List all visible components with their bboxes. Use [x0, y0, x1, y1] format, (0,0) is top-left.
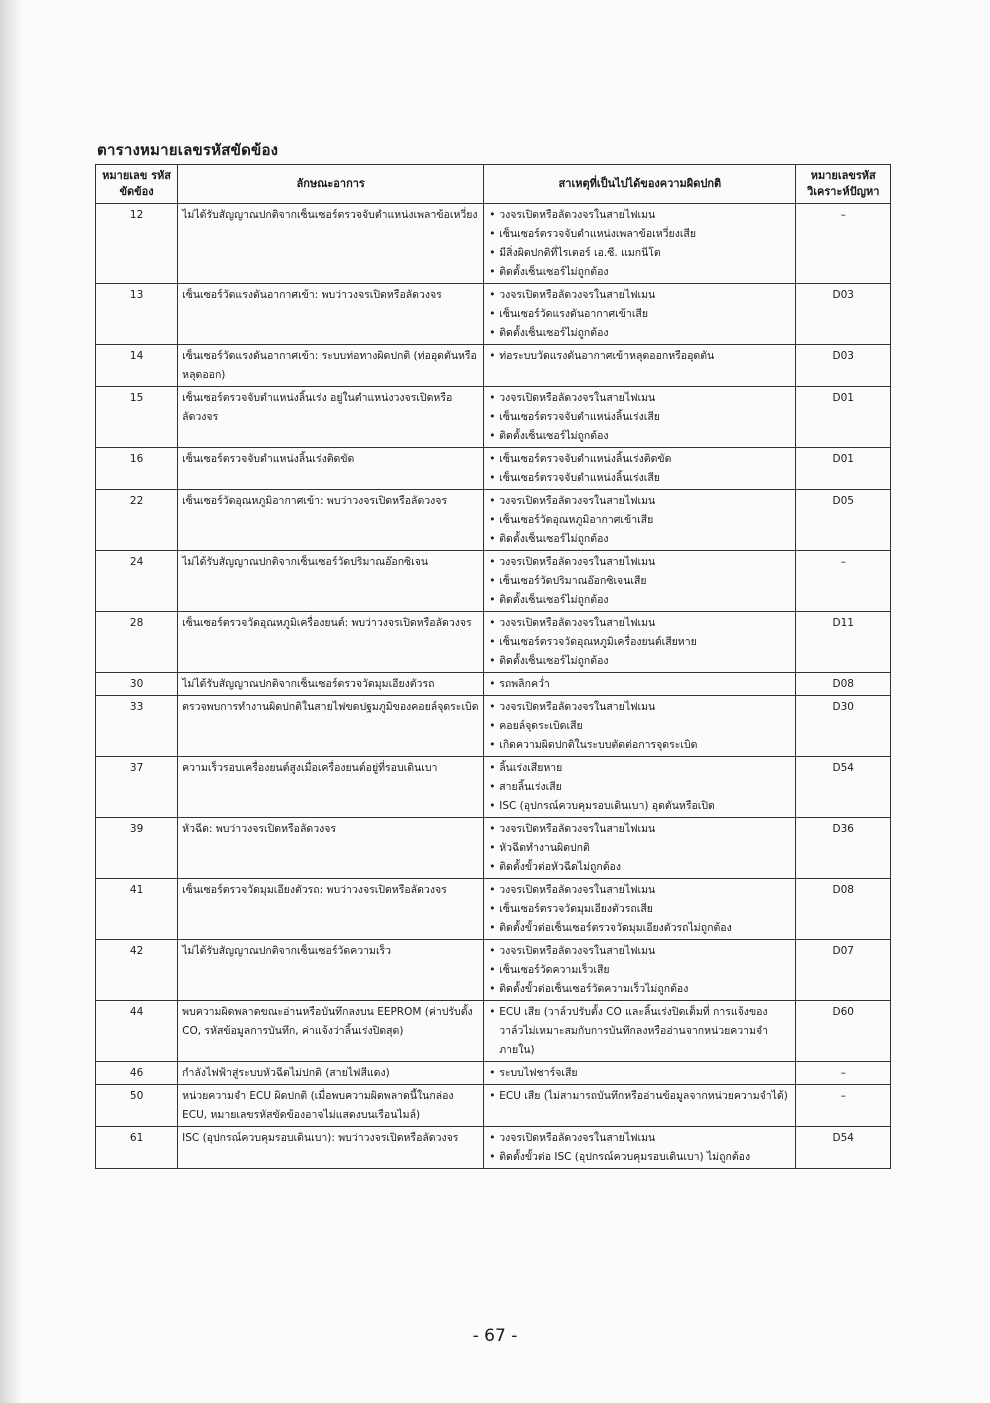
- diagnostic-code-cell: –: [796, 1062, 891, 1085]
- symptom-cell: เซ็นเซอร์ตรวจจับตำแหน่งลิ้นเร่งติดขัด: [178, 448, 484, 490]
- fault-code-cell: 46: [96, 1062, 178, 1085]
- cause-item: • ติดตั้งเซ็นเซอร์ไม่ถูกต้อง: [488, 263, 791, 282]
- table-row: [96, 204, 891, 284]
- cause-cell: [484, 204, 796, 284]
- cause-item: • หัวฉีดทำงานผิดปกติ: [488, 839, 791, 858]
- header-symptom: ลักษณะอาการ: [178, 165, 484, 204]
- table-body: [96, 204, 891, 1169]
- symptom-cell: เซ็นเซอร์ตรวจวัดอุณหภูมิเครื่องยนต์: พบว่าวงจรเปิดหรือลัดวงจร: [178, 612, 484, 673]
- table-row: [96, 757, 891, 818]
- cause-item: • เซ็นเซอร์ตรวจจับตำแหน่งลิ้นเร่งเสีย: [488, 408, 791, 427]
- table-row: [96, 551, 891, 612]
- symptom-cell: ISC (อุปกรณ์ควบคุมรอบเดินเบา): พบว่าวงจรเปิดหรือลัดวงจร: [178, 1127, 484, 1169]
- cause-item: • ติดตั้งขั้วต่อหัวฉีดไม่ถูกต้อง: [488, 858, 791, 877]
- fault-code-cell: 41: [96, 879, 178, 940]
- symptom-cell: ความเร็วรอบเครื่องยนต์สูงเมื่อเครื่องยนต์อยู่ที่รอบเดินเบา: [178, 757, 484, 818]
- diagnostic-code-cell: D03: [796, 284, 891, 345]
- diagnostic-code-cell: D54: [796, 1127, 891, 1169]
- fault-code-cell: 33: [96, 696, 178, 757]
- table-row: [96, 612, 891, 673]
- cause-list: [488, 450, 791, 488]
- header-code: หมายเลข รหัสขัดข้อง: [96, 165, 178, 204]
- fault-code-cell: 15: [96, 387, 178, 448]
- cause-cell: [484, 387, 796, 448]
- fault-code-cell: 16: [96, 448, 178, 490]
- diagnostic-code-cell: D01: [796, 448, 891, 490]
- cause-item: • เซ็นเซอร์ตรวจจับตำแหน่งเพลาข้อเหวี่ยงเสีย: [488, 225, 791, 244]
- cause-item: • ติดตั้งเซ็นเซอร์ไม่ถูกต้อง: [488, 591, 791, 610]
- cause-cell: [484, 1001, 796, 1062]
- cause-item: • วงจรเปิดหรือลัดวงจรในสายไฟเมน: [488, 614, 791, 633]
- table-row: [96, 345, 891, 387]
- symptom-cell: หัวฉีด: พบว่าวงจรเปิดหรือลัดวงจร: [178, 818, 484, 879]
- cause-item: • ติดตั้งเซ็นเซอร์ไม่ถูกต้อง: [488, 427, 791, 446]
- diagnostic-code-cell: D60: [796, 1001, 891, 1062]
- cause-list: [488, 553, 791, 610]
- cause-item: • วงจรเปิดหรือลัดวงจรในสายไฟเมน: [488, 492, 791, 511]
- table-row: [96, 696, 891, 757]
- diagnostic-code-cell: D11: [796, 612, 891, 673]
- symptom-cell: เซ็นเซอร์วัดแรงดันอากาศเข้า: พบว่าวงจรเปิดหรือลัดวงจร: [178, 284, 484, 345]
- table-row: [96, 448, 891, 490]
- diagnostic-code-cell: D05: [796, 490, 891, 551]
- cause-list: [488, 1087, 791, 1106]
- diagnostic-code-cell: D03: [796, 345, 891, 387]
- cause-item: • วงจรเปิดหรือลัดวงจรในสายไฟเมน: [488, 206, 791, 225]
- cause-cell: [484, 551, 796, 612]
- cause-item: • มีสิ่งผิดปกติที่ไรเตอร์ เอ.ซี. แมกนีโต: [488, 244, 791, 263]
- cause-item: • ECU เสีย (วาล์วปรับตั้ง CO และลิ้นเร่งปิดเต็มที่ การแจ้งของวาล์วไม่เหมาะสมกับการบันทึกลงหรืออ่านจากหน่วยความจำภายใน): [488, 1003, 791, 1060]
- cause-item: • สายลิ้นเร่งเสีย: [488, 778, 791, 797]
- cause-cell: [484, 757, 796, 818]
- header-cause: สาเหตุที่เป็นไปได้ของความผิดปกติ: [484, 165, 796, 204]
- cause-item: • ติดตั้งขั้วต่อเซ็นเซอร์ตรวจวัดมุมเอียงตัวรถไม่ถูกต้อง: [488, 919, 791, 938]
- cause-cell: [484, 879, 796, 940]
- cause-cell: [484, 448, 796, 490]
- cause-item: • เซ็นเซอร์ตรวจวัดมุมเอียงตัวรถเสีย: [488, 900, 791, 919]
- cause-cell: [484, 284, 796, 345]
- table-row: [96, 818, 891, 879]
- cause-item: • รถพลิกคว่ำ: [488, 675, 791, 694]
- cause-item: • เซ็นเซอร์วัดความเร็วเสีย: [488, 961, 791, 980]
- cause-item: • เซ็นเซอร์วัดแรงดันอากาศเข้าเสีย: [488, 305, 791, 324]
- cause-cell: [484, 1085, 796, 1127]
- cause-item: • วงจรเปิดหรือลัดวงจรในสายไฟเมน: [488, 698, 791, 717]
- header-diag: หมายเลขรหัส วิเคราะห์ปัญหา: [796, 165, 891, 204]
- table-row: [96, 940, 891, 1001]
- cause-list: [488, 759, 791, 816]
- cause-cell: [484, 490, 796, 551]
- symptom-cell: เซ็นเซอร์ตรวจวัดมุมเอียงตัวรถ: พบว่าวงจรเปิดหรือลัดวงจร: [178, 879, 484, 940]
- table-row: [96, 673, 891, 696]
- table-row: [96, 1001, 891, 1062]
- cause-item: • วงจรเปิดหรือลัดวงจรในสายไฟเมน: [488, 820, 791, 839]
- symptom-cell: หน่วยความจำ ECU ผิดปกติ (เมื่อพบความผิดพลาดนี้ในกล่อง ECU, หมายเลขรหัสขัดข้องอาจไม่แสดงบนเรือนไมล์): [178, 1085, 484, 1127]
- page-number: - 67 -: [472, 1326, 518, 1346]
- cause-item: • คอยล์จุดระเบิดเสีย: [488, 717, 791, 736]
- symptom-cell: เซ็นเซอร์วัดอุณหภูมิอากาศเข้า: พบว่าวงจรเปิดหรือลัดวงจร: [178, 490, 484, 551]
- cause-item: • เซ็นเซอร์ตรวจจับตำแหน่งลิ้นเร่งติดขัด: [488, 450, 791, 469]
- table-row: [96, 1085, 891, 1127]
- diagnostic-code-cell: –: [796, 551, 891, 612]
- cause-list: [488, 942, 791, 999]
- table-row: [96, 387, 891, 448]
- cause-item: • วงจรเปิดหรือลัดวงจรในสายไฟเมน: [488, 553, 791, 572]
- cause-cell: [484, 1127, 796, 1169]
- cause-item: • ระบบไฟชาร์จเสีย: [488, 1064, 791, 1083]
- cause-item: • เกิดความผิดปกติในระบบตัดต่อการจุดระเบิด: [488, 736, 791, 755]
- table-row: [96, 1127, 891, 1169]
- diagnostic-code-cell: D36: [796, 818, 891, 879]
- cause-cell: [484, 345, 796, 387]
- symptom-cell: ไม่ได้รับสัญญาณปกติจากเซ็นเซอร์วัดปริมาณอ๊อกซิเจน: [178, 551, 484, 612]
- cause-list: [488, 881, 791, 938]
- fault-code-cell: 42: [96, 940, 178, 1001]
- cause-list: [488, 492, 791, 549]
- fault-code-cell: 22: [96, 490, 178, 551]
- cause-list: [488, 1129, 791, 1167]
- cause-item: • เซ็นเซอร์วัดอุณหภูมิอากาศเข้าเสีย: [488, 511, 791, 530]
- diagnostic-code-cell: D30: [796, 696, 891, 757]
- cause-item: • วงจรเปิดหรือลัดวงจรในสายไฟเมน: [488, 286, 791, 305]
- diagnostic-code-cell: –: [796, 204, 891, 284]
- diagnostic-code-cell: D08: [796, 673, 891, 696]
- cause-list: [488, 675, 791, 694]
- cause-list: [488, 347, 791, 366]
- fault-code-cell: 12: [96, 204, 178, 284]
- cause-item: • ติดตั้งเซ็นเซอร์ไม่ถูกต้อง: [488, 652, 791, 671]
- cause-item: • วงจรเปิดหรือลัดวงจรในสายไฟเมน: [488, 881, 791, 900]
- cause-item: • ISC (อุปกรณ์ควบคุมรอบเดินเบา) อุดตันหรือเปิด: [488, 797, 791, 816]
- cause-item: • วงจรเปิดหรือลัดวงจรในสายไฟเมน: [488, 1129, 791, 1148]
- symptom-cell: ไม่ได้รับสัญญาณปกติจากเซ็นเซอร์วัดความเร็ว: [178, 940, 484, 1001]
- cause-cell: [484, 612, 796, 673]
- fault-code-cell: 39: [96, 818, 178, 879]
- table-row: [96, 284, 891, 345]
- fault-code-table: [95, 164, 891, 1169]
- page-binding-shadow: [0, 0, 22, 1403]
- cause-item: • วงจรเปิดหรือลัดวงจรในสายไฟเมน: [488, 942, 791, 961]
- cause-list: [488, 206, 791, 282]
- symptom-cell: เซ็นเซอร์วัดแรงดันอากาศเข้า: ระบบท่อทางผิดปกติ (ท่ออุดตันหรือหลุดออก): [178, 345, 484, 387]
- diagnostic-code-cell: D01: [796, 387, 891, 448]
- table-row: [96, 1062, 891, 1085]
- symptom-cell: พบความผิดพลาดขณะอ่านหรือบันทึกลงบน EEPROM (ค่าปรับตั้ง CO, รหัสข้อมูลการบันทึก, ค่าแจ้งว่าลิ้นเร่งปิดสุด): [178, 1001, 484, 1062]
- cause-item: • เซ็นเซอร์วัดปริมาณอ๊อกซิเจนเสีย: [488, 572, 791, 591]
- fault-code-cell: 61: [96, 1127, 178, 1169]
- fault-code-cell: 24: [96, 551, 178, 612]
- fault-code-cell: 14: [96, 345, 178, 387]
- fault-code-cell: 30: [96, 673, 178, 696]
- cause-list: [488, 286, 791, 343]
- cause-item: • ติดตั้งเซ็นเซอร์ไม่ถูกต้อง: [488, 324, 791, 343]
- cause-list: [488, 820, 791, 877]
- cause-item: • ลิ้นเร่งเสียหาย: [488, 759, 791, 778]
- cause-cell: [484, 940, 796, 1001]
- cause-cell: [484, 696, 796, 757]
- symptom-cell: ไม่ได้รับสัญญาณปกติจากเซ็นเซอร์ตรวจจับตำแหน่งเพลาข้อเหวี่ยง: [178, 204, 484, 284]
- fault-code-cell: 13: [96, 284, 178, 345]
- cause-cell: [484, 673, 796, 696]
- diagnostic-code-cell: –: [796, 1085, 891, 1127]
- cause-list: [488, 1064, 791, 1083]
- cause-list: [488, 614, 791, 671]
- symptom-cell: ตรวจพบการทำงานผิดปกติในสายไฟขดปฐมภูมิของคอยล์จุดระเบิด: [178, 696, 484, 757]
- cause-item: • วงจรเปิดหรือลัดวงจรในสายไฟเมน: [488, 389, 791, 408]
- symptom-cell: เซ็นเซอร์ตรวจจับตำแหน่งลิ้นเร่ง อยู่ในตำแหน่งวงจรเปิดหรือลัดวงจร: [178, 387, 484, 448]
- cause-item: • ECU เสีย (ไม่สามารถบันทึกหรืออ่านข้อมูลจากหน่วยความจำได้): [488, 1087, 791, 1106]
- cause-item: • ท่อระบบวัดแรงดันอากาศเข้าหลุดออกหรืออุดตัน: [488, 347, 791, 366]
- fault-code-cell: 50: [96, 1085, 178, 1127]
- cause-cell: [484, 1062, 796, 1085]
- symptom-cell: ไม่ได้รับสัญญาณปกติจากเซ็นเซอร์ตรวจวัดมุมเอียงตัวรถ: [178, 673, 484, 696]
- fault-code-cell: 37: [96, 757, 178, 818]
- cause-item: • เซ็นเซอร์ตรวจจับตำแหน่งลิ้นเร่งเสีย: [488, 469, 791, 488]
- cause-item: • ติดตั้งขั้วต่อเซ็นเซอร์วัดความเร็วไม่ถูกต้อง: [488, 980, 791, 999]
- cause-list: [488, 389, 791, 446]
- cause-list: [488, 1003, 791, 1060]
- page-title: ตารางหมายเลขรหัสขัดข้อง: [97, 141, 279, 159]
- table-header-row: [96, 165, 891, 204]
- fault-code-cell: 28: [96, 612, 178, 673]
- table-row: [96, 879, 891, 940]
- diagnostic-code-cell: D54: [796, 757, 891, 818]
- cause-item: • ติดตั้งขั้วต่อ ISC (อุปกรณ์ควบคุมรอบเดินเบา) ไม่ถูกต้อง: [488, 1148, 791, 1167]
- symptom-cell: กำลังไฟฟ้าสู่ระบบหัวฉีดไม่ปกติ (สายไฟสีแดง): [178, 1062, 484, 1085]
- diagnostic-code-cell: D08: [796, 879, 891, 940]
- fault-code-cell: 44: [96, 1001, 178, 1062]
- cause-item: • ติดตั้งเซ็นเซอร์ไม่ถูกต้อง: [488, 530, 791, 549]
- cause-list: [488, 698, 791, 755]
- diagnostic-code-cell: D07: [796, 940, 891, 1001]
- cause-item: • เซ็นเซอร์ตรวจวัดอุณหภูมิเครื่องยนต์เสียหาย: [488, 633, 791, 652]
- cause-cell: [484, 818, 796, 879]
- table-row: [96, 490, 891, 551]
